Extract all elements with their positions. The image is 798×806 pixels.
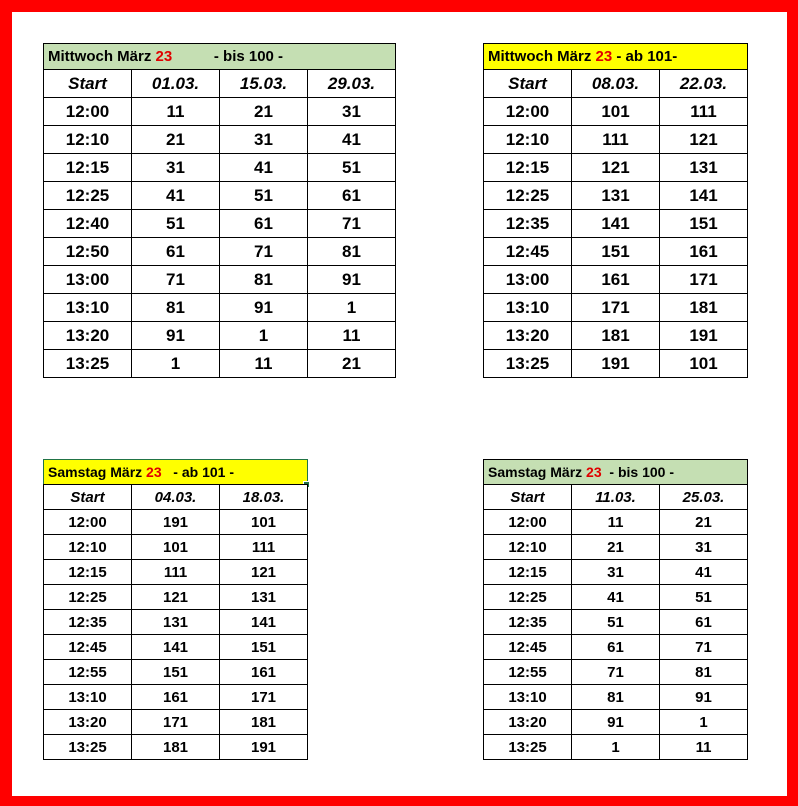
header-row (484, 485, 748, 510)
table-title[interactable] (483, 459, 748, 485)
start-time-cell[interactable]: 13:10 (484, 685, 572, 710)
start-time-cell[interactable]: 13:10 (44, 685, 132, 710)
number-cell[interactable]: 71 (132, 266, 220, 294)
number-cell[interactable]: 81 (660, 660, 748, 685)
title-weekday-month: Mittwoch März (48, 48, 156, 65)
start-time-cell[interactable]: 12:00 (44, 510, 132, 535)
start-time-cell[interactable]: 12:35 (484, 610, 572, 635)
start-time-cell[interactable]: 12:45 (484, 238, 572, 266)
start-time-cell[interactable]: 12:15 (44, 154, 132, 182)
number-cell[interactable]: 71 (220, 238, 308, 266)
number-cell[interactable]: 51 (308, 154, 396, 182)
table-row (484, 322, 748, 350)
number-cell[interactable]: 171 (572, 294, 660, 322)
number-cell[interactable]: 91 (132, 322, 220, 350)
schedule-grid (483, 484, 748, 760)
number-cell[interactable]: 181 (572, 322, 660, 350)
start-time-cell[interactable]: 13:20 (44, 322, 132, 350)
table-row (484, 154, 748, 182)
number-cell[interactable]: 41 (220, 154, 308, 182)
number-cell[interactable]: 81 (132, 294, 220, 322)
table-row (484, 710, 748, 735)
number-cell[interactable]: 61 (660, 610, 748, 635)
number-cell[interactable]: 51 (572, 610, 660, 635)
header-date[interactable]: 04.03. (132, 485, 220, 510)
start-time-cell[interactable]: 12:10 (44, 126, 132, 154)
number-cell[interactable]: 11 (308, 322, 396, 350)
title-weekday-month: Samstag März (48, 464, 147, 480)
number-cell[interactable]: 81 (220, 266, 308, 294)
start-time-cell[interactable]: 12:25 (484, 182, 572, 210)
number-cell[interactable]: 31 (660, 535, 748, 560)
number-cell[interactable]: 11 (132, 98, 220, 126)
number-cell[interactable]: 81 (308, 238, 396, 266)
header-date[interactable]: 11.03. (572, 485, 660, 510)
number-cell[interactable]: 61 (132, 238, 220, 266)
start-time-cell[interactable]: 13:20 (44, 710, 132, 735)
table-row (44, 182, 396, 210)
number-cell[interactable]: 111 (220, 535, 308, 560)
number-cell[interactable]: 11 (660, 735, 748, 760)
number-cell[interactable]: 111 (572, 126, 660, 154)
start-time-cell[interactable]: 13:00 (44, 266, 132, 294)
number-cell[interactable]: 41 (132, 182, 220, 210)
number-cell[interactable]: 81 (572, 685, 660, 710)
number-cell[interactable]: 41 (308, 126, 396, 154)
start-time-cell[interactable]: 13:25 (44, 735, 132, 760)
header-date[interactable]: 22.03. (660, 70, 748, 98)
table-row (44, 350, 396, 378)
number-cell[interactable]: 131 (660, 154, 748, 182)
header-row (484, 70, 748, 98)
number-cell[interactable]: 41 (660, 560, 748, 585)
number-cell[interactable]: 51 (132, 210, 220, 238)
number-cell[interactable]: 131 (220, 585, 308, 610)
number-cell[interactable]: 111 (132, 560, 220, 585)
number-cell[interactable]: 151 (660, 210, 748, 238)
header-start[interactable]: Start (484, 485, 572, 510)
start-time-cell[interactable]: 12:50 (44, 238, 132, 266)
table-row (484, 685, 748, 710)
number-cell[interactable]: 141 (660, 182, 748, 210)
table-row (44, 210, 396, 238)
header-date[interactable]: 01.03. (132, 70, 220, 98)
number-cell[interactable]: 181 (220, 710, 308, 735)
start-time-cell[interactable]: 12:25 (44, 182, 132, 210)
table-row (484, 610, 748, 635)
number-cell[interactable]: 91 (308, 266, 396, 294)
header-date[interactable]: 18.03. (220, 485, 308, 510)
number-cell[interactable]: 21 (132, 126, 220, 154)
header-start[interactable]: Start (484, 70, 572, 98)
start-time-cell[interactable]: 13:00 (484, 266, 572, 294)
table-row (484, 660, 748, 685)
header-date[interactable]: 29.03. (308, 70, 396, 98)
title-range: - ab 101- (612, 48, 678, 65)
number-cell[interactable]: 191 (660, 322, 748, 350)
start-time-cell[interactable]: 12:10 (44, 535, 132, 560)
number-cell[interactable]: 171 (220, 685, 308, 710)
number-cell[interactable]: 91 (220, 294, 308, 322)
table-row (44, 154, 396, 182)
title-year: 23 (146, 464, 162, 480)
number-cell[interactable]: 121 (660, 126, 748, 154)
number-cell[interactable]: 61 (220, 210, 308, 238)
number-cell[interactable]: 31 (220, 126, 308, 154)
title-year: 23 (155, 48, 173, 65)
number-cell[interactable]: 71 (660, 635, 748, 660)
start-time-cell[interactable]: 13:25 (484, 350, 572, 378)
number-cell[interactable]: 171 (132, 710, 220, 735)
number-cell[interactable]: 21 (660, 510, 748, 535)
start-time-cell[interactable]: 13:25 (484, 735, 572, 760)
table-row (44, 126, 396, 154)
start-time-cell[interactable]: 12:45 (44, 635, 132, 660)
number-cell[interactable]: 1 (308, 294, 396, 322)
table-row (484, 585, 748, 610)
number-cell[interactable]: 51 (220, 182, 308, 210)
number-cell[interactable]: 121 (132, 585, 220, 610)
number-cell[interactable]: 191 (220, 735, 308, 760)
start-time-cell[interactable]: 13:10 (44, 294, 132, 322)
number-cell[interactable]: 41 (572, 585, 660, 610)
start-time-cell[interactable]: 12:10 (484, 126, 572, 154)
table-title[interactable] (483, 43, 748, 70)
table-row (484, 560, 748, 585)
title-range: - bis 100 - (172, 48, 284, 65)
schedule-grid (43, 69, 396, 378)
number-cell[interactable]: 11 (572, 510, 660, 535)
number-cell[interactable]: 1 (132, 350, 220, 378)
number-cell[interactable]: 151 (572, 238, 660, 266)
number-cell[interactable]: 141 (220, 610, 308, 635)
number-cell[interactable]: 161 (572, 266, 660, 294)
table-row (484, 350, 748, 378)
number-cell[interactable]: 171 (660, 266, 748, 294)
number-cell[interactable]: 191 (572, 350, 660, 378)
title-year: 23 (595, 48, 613, 65)
number-cell[interactable]: 71 (308, 210, 396, 238)
schedule-grid (483, 69, 748, 378)
table-row (44, 294, 396, 322)
table-row (44, 535, 308, 560)
start-time-cell[interactable]: 12:35 (44, 610, 132, 635)
number-cell[interactable]: 101 (132, 535, 220, 560)
title-range: - bis 100 - (601, 464, 674, 480)
table-row (44, 266, 396, 294)
number-cell[interactable]: 31 (572, 560, 660, 585)
number-cell[interactable]: 181 (132, 735, 220, 760)
number-cell[interactable]: 191 (132, 510, 220, 535)
number-cell[interactable]: 121 (220, 560, 308, 585)
start-time-cell[interactable]: 12:10 (484, 535, 572, 560)
number-cell[interactable]: 131 (572, 182, 660, 210)
number-cell[interactable]: 141 (572, 210, 660, 238)
table-row (44, 660, 308, 685)
number-cell[interactable]: 1 (660, 710, 748, 735)
table-row (44, 735, 308, 760)
header-start[interactable]: Start (44, 485, 132, 510)
start-time-cell[interactable]: 13:25 (44, 350, 132, 378)
table-title[interactable] (43, 459, 308, 485)
start-time-cell[interactable]: 12:00 (484, 510, 572, 535)
number-cell[interactable]: 21 (572, 535, 660, 560)
number-cell[interactable]: 161 (132, 685, 220, 710)
header-start[interactable]: Start (44, 70, 132, 98)
start-time-cell[interactable]: 12:00 (484, 98, 572, 126)
number-cell[interactable]: 121 (572, 154, 660, 182)
start-time-cell[interactable]: 13:10 (484, 294, 572, 322)
table-row (484, 535, 748, 560)
number-cell[interactable]: 61 (572, 635, 660, 660)
number-cell[interactable]: 31 (132, 154, 220, 182)
header-row (44, 485, 308, 510)
start-time-cell[interactable]: 12:25 (484, 585, 572, 610)
table-row (484, 126, 748, 154)
table-row (484, 510, 748, 535)
number-cell[interactable]: 21 (220, 98, 308, 126)
number-cell[interactable]: 141 (132, 635, 220, 660)
number-cell[interactable]: 11 (220, 350, 308, 378)
table-row (44, 685, 308, 710)
title-weekday-month: Samstag März (488, 464, 587, 480)
header-date[interactable]: 15.03. (220, 70, 308, 98)
table-row (44, 610, 308, 635)
table-row (484, 210, 748, 238)
table-row (484, 635, 748, 660)
number-cell[interactable]: 101 (220, 510, 308, 535)
start-time-cell[interactable]: 12:25 (44, 585, 132, 610)
number-cell[interactable]: 181 (660, 294, 748, 322)
header-date[interactable]: 08.03. (572, 70, 660, 98)
number-cell[interactable]: 111 (660, 98, 748, 126)
table-row (484, 182, 748, 210)
table-row (484, 98, 748, 126)
number-cell[interactable]: 51 (660, 585, 748, 610)
table-row (44, 322, 396, 350)
number-cell[interactable]: 1 (572, 735, 660, 760)
table-row (484, 735, 748, 760)
start-time-cell[interactable]: 12:45 (484, 635, 572, 660)
table-row (484, 266, 748, 294)
start-time-cell[interactable]: 12:15 (484, 154, 572, 182)
table-row (484, 238, 748, 266)
table-row (44, 710, 308, 735)
number-cell[interactable]: 1 (220, 322, 308, 350)
start-time-cell[interactable]: 12:00 (44, 98, 132, 126)
start-time-cell[interactable]: 12:15 (44, 560, 132, 585)
start-time-cell[interactable]: 12:35 (484, 210, 572, 238)
table-title[interactable] (43, 43, 396, 70)
start-time-cell[interactable]: 13:20 (484, 322, 572, 350)
number-cell[interactable]: 91 (660, 685, 748, 710)
table-row (44, 585, 308, 610)
number-cell[interactable]: 21 (308, 350, 396, 378)
start-time-cell[interactable]: 12:40 (44, 210, 132, 238)
number-cell[interactable]: 131 (132, 610, 220, 635)
start-time-cell[interactable]: 13:20 (484, 710, 572, 735)
table-row (44, 98, 396, 126)
header-date[interactable]: 25.03. (660, 485, 748, 510)
number-cell[interactable]: 151 (220, 635, 308, 660)
number-cell[interactable]: 161 (660, 238, 748, 266)
start-time-cell[interactable]: 12:15 (484, 560, 572, 585)
number-cell[interactable]: 61 (308, 182, 396, 210)
number-cell[interactable]: 151 (132, 660, 220, 685)
number-cell[interactable]: 31 (308, 98, 396, 126)
title-range: - ab 101 - (161, 464, 234, 480)
title-weekday-month: Mittwoch März (488, 48, 596, 65)
number-cell[interactable]: 71 (572, 660, 660, 685)
schedule-grid (43, 484, 308, 760)
number-cell[interactable]: 101 (572, 98, 660, 126)
table-row (44, 238, 396, 266)
number-cell[interactable]: 91 (572, 710, 660, 735)
start-time-cell[interactable]: 12:55 (484, 660, 572, 685)
table-row (44, 560, 308, 585)
number-cell[interactable]: 101 (660, 350, 748, 378)
table-row (44, 635, 308, 660)
table-row (44, 510, 308, 535)
start-time-cell[interactable]: 12:55 (44, 660, 132, 685)
header-row (44, 70, 396, 98)
title-year: 23 (586, 464, 602, 480)
number-cell[interactable]: 161 (220, 660, 308, 685)
table-row (484, 294, 748, 322)
